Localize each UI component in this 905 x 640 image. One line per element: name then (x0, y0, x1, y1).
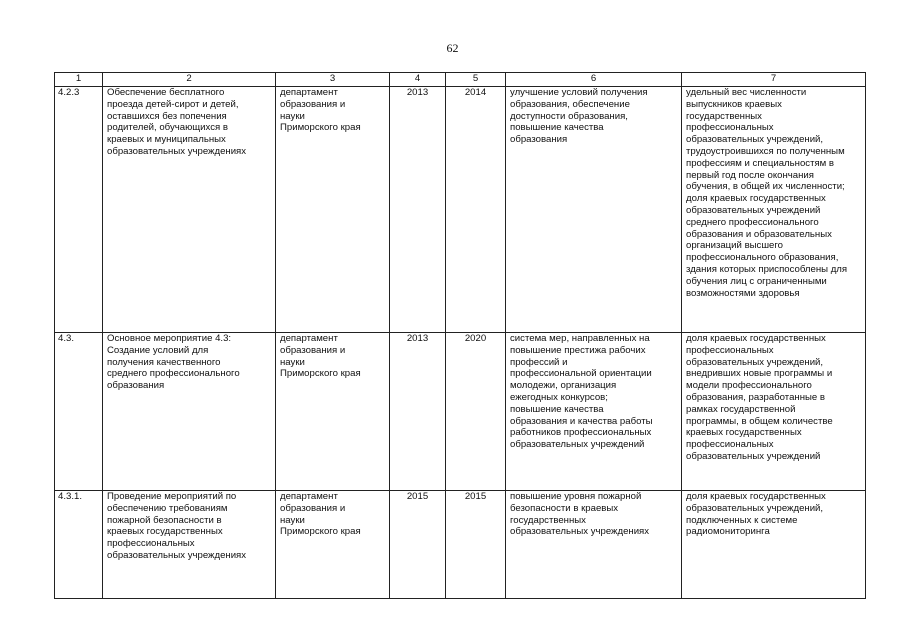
item-end-year: 2020 (446, 333, 506, 491)
item-executor: департамент образования и науки Приморского края (276, 333, 390, 491)
item-result: система мер, направленных на повышение престижа рабочих профессий и профессиональной ориентации молодежи, организация ежегодных конкурсов; повышение качества образования и качества работы работников профессиональных образовательных учреждений (506, 333, 682, 491)
item-code: 4.3.1. (55, 491, 103, 599)
item-indicator: удельный вес численности выпускников краевых государственных профессиональных образовательных учреждений, трудоустроившихся по полученным профессиям и специальностям в первый год после окончания обучения, в общей их численности; доля краевых государственных образовательных учреждений среднего профессионального образования и образовательных организаций высшего профессионального образования, здания которых приспособлены для обучения лиц с ограниченными возможностями здоровья (682, 87, 866, 333)
column-header: 5 (446, 73, 506, 87)
item-start-year: 2013 (390, 87, 446, 333)
item-start-year: 2013 (390, 333, 446, 491)
program-table (54, 72, 866, 599)
column-header: 4 (390, 73, 446, 87)
item-indicator: доля краевых государственных профессиональных образовательных учреждений, внедривших новые программы и модели профессионального образования, разработанные в рамках государственной программы, в общем количестве краевых государственных профессиональных образовательных учреждений (682, 333, 866, 491)
item-name: Основное мероприятие 4.3: Создание условий для получения качественного среднего профессионального образования (103, 333, 276, 491)
item-end-year: 2014 (446, 87, 506, 333)
item-code: 4.2.3 (55, 87, 103, 333)
item-result: повышение уровня пожарной безопасности в краевых государственных образовательных учреждениях (506, 491, 682, 599)
column-header: 1 (55, 73, 103, 87)
table-row (55, 87, 866, 333)
item-name: Обеспечение бесплатного проезда детей-сирот и детей, оставшихся без попечения родителей, обучающихся в краевых и муниципальных образовательных учреждениях (103, 87, 276, 333)
column-header: 3 (276, 73, 390, 87)
page-number: 62 (446, 41, 459, 55)
item-indicator: доля краевых государственных образовательных учреждений, подключенных к системе радиомониторинга (682, 491, 866, 599)
item-start-year: 2015 (390, 491, 446, 599)
item-name: Проведение мероприятий по обеспечению требованиям пожарной безопасности в краевых государственных профессиональных образовательных учреждениях (103, 491, 276, 599)
item-code: 4.3. (55, 333, 103, 491)
table-row (55, 333, 866, 491)
header-row (55, 73, 866, 87)
item-end-year: 2015 (446, 491, 506, 599)
item-executor: департамент образования и науки Приморского края (276, 87, 390, 333)
column-header: 7 (682, 73, 866, 87)
item-result: улучшение условий получения образования, обеспечение доступности образования, повышение качества образования (506, 87, 682, 333)
column-header: 2 (103, 73, 276, 87)
item-executor: департамент образования и науки Приморского края (276, 491, 390, 599)
column-header: 6 (506, 73, 682, 87)
table-row (55, 491, 866, 599)
